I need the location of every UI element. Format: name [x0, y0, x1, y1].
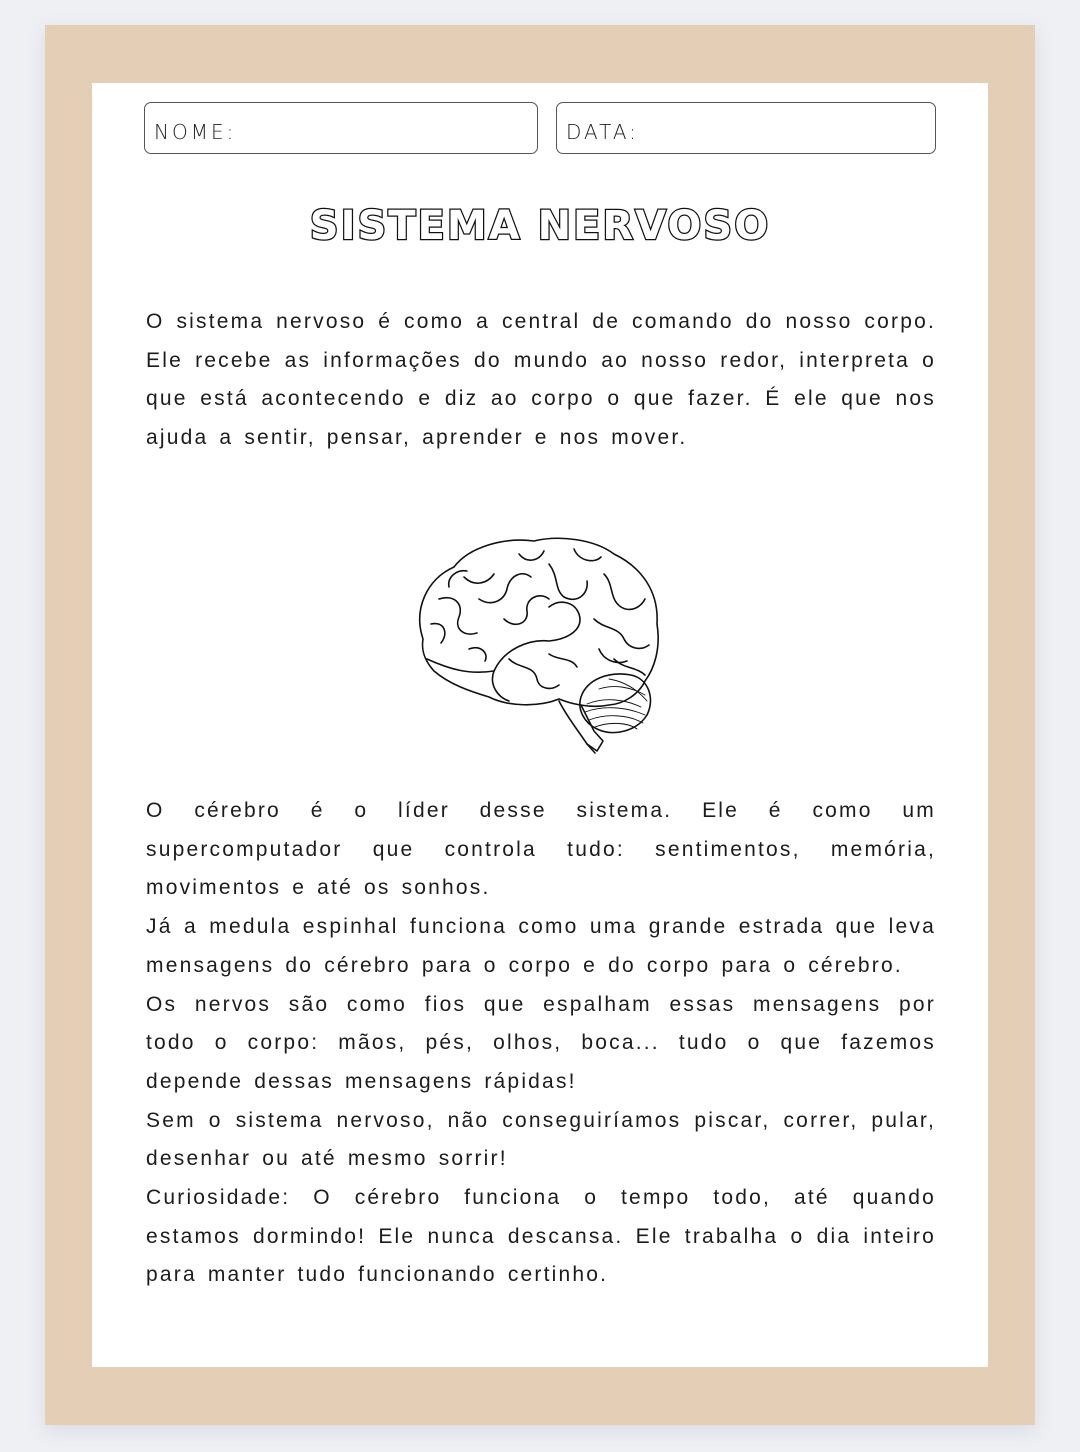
- intro-text: O sistema nervoso é como a central de comando do nosso corpo. Ele recebe as informações do mundo ao nosso redor, interpreta o que está acontecendo e diz ao corpo o que fazer. É ele que nos ajuda a sentir, pensar, aprender e nos mover.: [146, 310, 936, 450]
- paragraph-spinal-cord: Já a medula espinhal funciona como uma grande estrada que leva mensagens do cérebro para o corpo e do corpo para o cérebro.: [146, 915, 936, 977]
- body-text: [146, 792, 936, 1295]
- worksheet-page: [92, 83, 988, 1367]
- page-frame: [45, 25, 1035, 1425]
- paragraph-curiosity: Curiosidade: O cérebro funciona o tempo todo, até quando estamos dormindo! Ele nunca descansa. Ele trabalha o dia inteiro para manter tudo funcionando certinho.: [146, 1186, 936, 1287]
- intro-paragraph: [146, 303, 936, 458]
- brain-illustration-icon: [409, 529, 669, 759]
- date-field-label: DATA:: [566, 120, 639, 144]
- paragraph-without-system: Sem o sistema nervoso, não conseguiríamos piscar, correr, pular, desenhar ou até mesmo sorrir!: [146, 1108, 936, 1171]
- name-field-label: NOME:: [154, 120, 237, 144]
- paragraph-nerves: Os nervos são como fios que espalham essas mensagens por todo o corpo: mãos, pés, olhos, boca... tudo o que fazemos depende dessas mensagens rápidas!: [146, 992, 936, 1093]
- name-field[interactable]: [144, 102, 538, 154]
- page-title: SISTEMA NERVOSO: [309, 203, 771, 249]
- paragraph-brain: O cérebro é o líder desse sistema. Ele é como um supercomputador que controla tudo: sentimentos, memória, movimentos e até os sonhos.: [146, 799, 936, 900]
- date-field[interactable]: [556, 102, 936, 154]
